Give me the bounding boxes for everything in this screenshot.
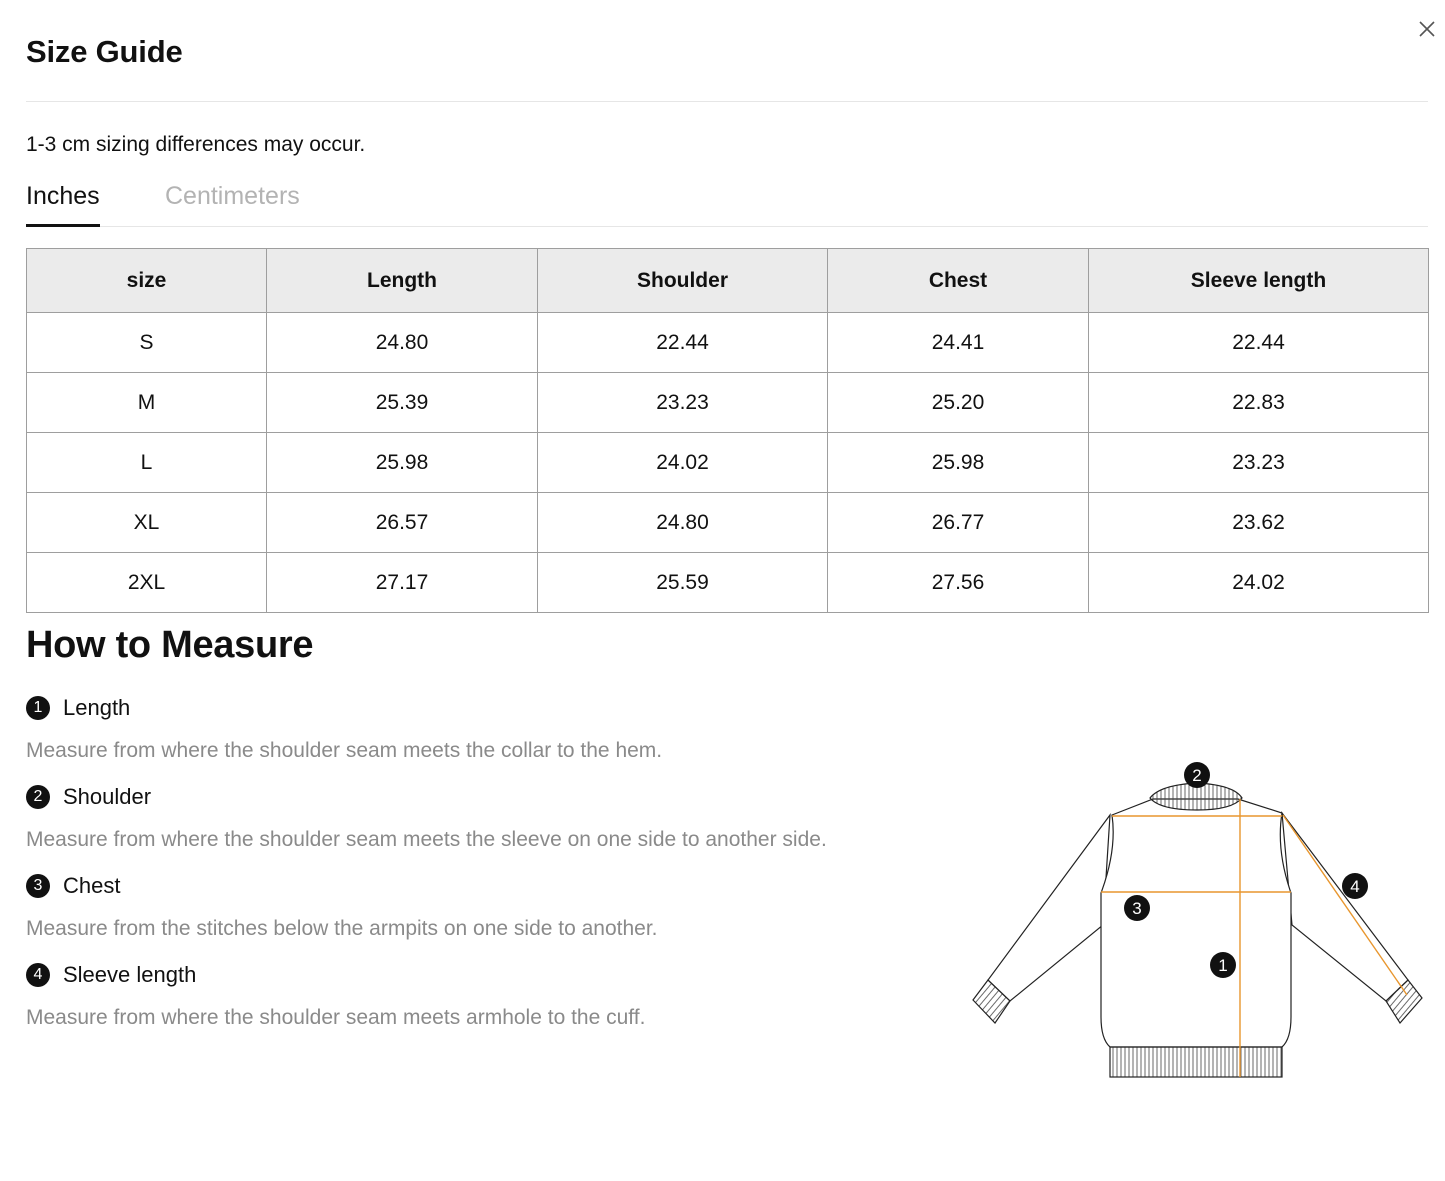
table-cell: 24.02 xyxy=(1089,553,1429,613)
step-description: Measure from where the shoulder seam meets the sleeve on one side to another side. xyxy=(26,828,827,851)
measure-step-sleeve-length xyxy=(26,960,645,1030)
table-cell: 25.59 xyxy=(538,553,828,613)
marker-4-label: 4 xyxy=(1350,877,1360,896)
measure-step-length xyxy=(26,693,662,763)
step-number-badge: 3 xyxy=(26,874,50,898)
header-sleeve-length: Sleeve length xyxy=(1089,249,1429,313)
size-table xyxy=(26,248,1429,613)
header-shoulder: Shoulder xyxy=(538,249,828,313)
table-cell: M xyxy=(27,373,267,433)
table-row xyxy=(27,373,1429,433)
measure-step-chest xyxy=(26,871,658,941)
marker-1-label: 1 xyxy=(1218,956,1228,975)
table-row xyxy=(27,493,1429,553)
step-description: Measure from where the shoulder seam meets armhole to the cuff. xyxy=(26,1006,646,1029)
step-title: Shoulder xyxy=(63,784,152,809)
table-cell: L xyxy=(27,433,267,493)
step-title: Length xyxy=(63,695,131,720)
table-cell: 25.20 xyxy=(828,373,1089,433)
table-cell: 27.56 xyxy=(828,553,1089,613)
table-cell: 24.80 xyxy=(538,493,828,553)
step-number-badge: 4 xyxy=(26,963,50,987)
tab-centimeters[interactable]: Centimeters xyxy=(165,182,300,210)
table-cell: 23.23 xyxy=(538,373,828,433)
tab-inches[interactable]: Inches xyxy=(26,180,100,227)
header-length: Length xyxy=(267,249,538,313)
table-cell: 25.39 xyxy=(267,373,538,433)
step-title: Chest xyxy=(63,873,121,898)
step-description: Measure from where the shoulder seam meets the collar to the hem. xyxy=(26,739,663,762)
close-icon xyxy=(1418,20,1436,38)
hem-band xyxy=(1110,1047,1282,1077)
table-cell: 22.83 xyxy=(1089,373,1429,433)
table-row xyxy=(27,553,1429,613)
table-cell: S xyxy=(27,313,267,373)
step-number-badge: 2 xyxy=(26,785,50,809)
table-row xyxy=(27,313,1429,373)
table-cell: 24.80 xyxy=(267,313,538,373)
marker-2 xyxy=(1184,762,1210,788)
measure-step-shoulder xyxy=(26,782,827,852)
marker-3 xyxy=(1124,895,1150,921)
table-cell: 25.98 xyxy=(828,433,1089,493)
table-cell: 22.44 xyxy=(1089,313,1429,373)
table-cell: 26.77 xyxy=(828,493,1089,553)
step-title: Sleeve length xyxy=(63,962,197,987)
table-header-row xyxy=(27,249,1429,313)
marker-4 xyxy=(1342,873,1368,899)
marker-3-label: 3 xyxy=(1132,899,1142,918)
table-cell: 24.02 xyxy=(538,433,828,493)
how-to-measure-title: How to Measure xyxy=(26,624,314,666)
table-cell: 23.23 xyxy=(1089,433,1429,493)
table-cell: 27.17 xyxy=(267,553,538,613)
table-row xyxy=(27,433,1429,493)
header-chest: Chest xyxy=(828,249,1089,313)
table-cell: 26.57 xyxy=(267,493,538,553)
table-cell: XL xyxy=(27,493,267,553)
marker-1 xyxy=(1210,952,1236,978)
header-size: size xyxy=(27,249,267,313)
left-sleeve xyxy=(988,815,1110,1001)
table-cell: 23.62 xyxy=(1089,493,1429,553)
sweater-body xyxy=(1101,799,1291,1047)
marker-2-label: 2 xyxy=(1192,766,1202,785)
sweater-diagram-icon xyxy=(960,755,1435,1090)
table-cell: 22.44 xyxy=(538,313,828,373)
title-divider xyxy=(26,101,1428,102)
sizing-note: 1-3 cm sizing differences may occur. xyxy=(26,133,366,156)
table-cell: 25.98 xyxy=(267,433,538,493)
unit-tabs xyxy=(26,180,1428,227)
step-number-badge: 1 xyxy=(26,696,50,720)
step-description: Measure from the stitches below the armpits on one side to another. xyxy=(26,917,658,940)
table-cell: 24.41 xyxy=(828,313,1089,373)
close-button[interactable] xyxy=(1412,14,1442,44)
table-cell: 2XL xyxy=(27,553,267,613)
modal-title: Size Guide xyxy=(26,34,183,69)
